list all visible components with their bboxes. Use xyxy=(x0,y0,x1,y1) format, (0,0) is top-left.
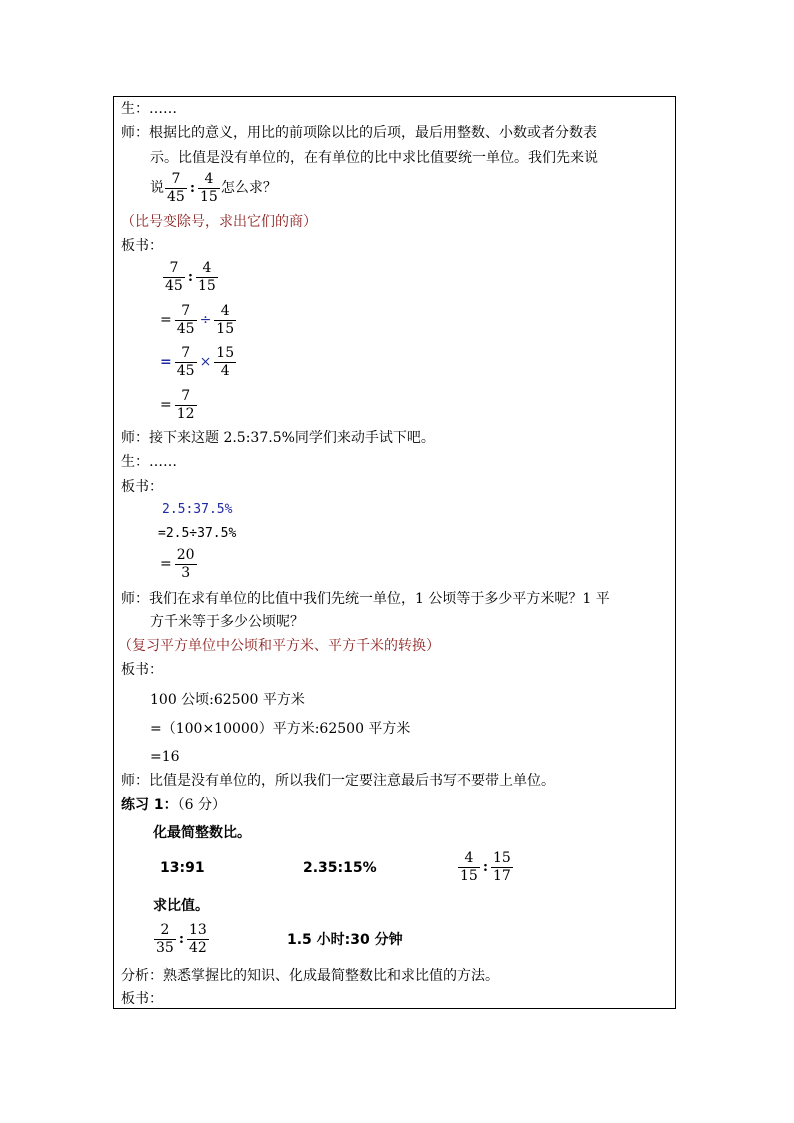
fraction-4-15: $\frac{4}{15}$ xyxy=(216,302,235,337)
line-student-1: 生：…… xyxy=(121,101,177,117)
divide-sign: ÷ xyxy=(199,312,212,328)
fraction-4-15: $\frac{4}{15}$ xyxy=(460,849,478,884)
equals-sign: = xyxy=(160,312,172,328)
exercise-item-2-35: 2.35:15% xyxy=(303,860,377,876)
fraction-4-15: $\frac{4}{15}$ xyxy=(198,259,216,294)
fraction-7-45: $\frac{7}{45}$ xyxy=(165,259,183,294)
line-board-2: 板书： xyxy=(121,479,163,495)
line-student-2: 生：…… xyxy=(121,454,177,470)
exercise-1-heading xyxy=(121,795,226,815)
line-teacher-4: 师：比值是没有单位的，所以我们一定要注意最后书写不要带上单位。 xyxy=(121,773,555,789)
fraction-15-17: $\frac{15}{17}$ xyxy=(493,849,511,884)
line-teacher-2: 师：接下来这题 2.5:37.5%同学们来动手试下吧。 xyxy=(121,430,435,446)
line-analysis: 分析：熟悉掌握比的知识、化成最简整数比和求比值的方法。 xyxy=(121,968,499,984)
line-teacher-3-cont: 方千米等于多少公顷呢？ xyxy=(150,614,304,630)
board-3-step-2: =（100×10000）平方米:62500 平方米 xyxy=(150,721,411,737)
fraction-15-4: $\frac{15}{4}$ xyxy=(216,344,235,379)
line-hint-2: （复习平方单位中公顷和平方米、平方千米的转换） xyxy=(118,638,440,654)
equals-sign: = xyxy=(160,354,172,370)
exercise-item-fraction-ratio xyxy=(457,848,514,886)
fraction-20-3: $\frac{20}{3}$ xyxy=(176,546,195,581)
fraction-4-15: $\frac{4}{15}$ xyxy=(200,170,218,205)
times-sign: × xyxy=(199,354,212,370)
line-example-ratio xyxy=(150,169,277,207)
line-teacher-3: 师：我们在求有单位的比值中我们先统一单位，1 公顷等于多少平方米呢？1 平 xyxy=(121,591,610,607)
line-board-4: 板书： xyxy=(121,991,163,1007)
board-step-2 xyxy=(158,301,237,339)
board-3-step-1: 100 公顷:62500 平方米 xyxy=(150,692,305,708)
colon-sign: : xyxy=(178,931,184,947)
board-step-4 xyxy=(158,386,198,424)
exercise-item-2-35-13-42 xyxy=(153,920,210,958)
equals-sign: = xyxy=(160,397,172,413)
exercise-part-simplify: 化最简整数比。 xyxy=(153,825,251,841)
line-teacher-1: 师：根据比的意义，用比的前项除以比的后项，最后用整数、小数或者分数表 xyxy=(121,125,597,141)
colon-sign: : xyxy=(187,269,193,285)
exercise-1-label: 练习 1： xyxy=(121,797,178,813)
board-3-step-3: =16 xyxy=(150,749,180,765)
exercise-part-ratio-value: 求比值。 xyxy=(153,898,209,914)
exercise-1-points: （6 分） xyxy=(177,797,226,813)
equals-sign: = xyxy=(160,556,172,572)
board-2-step-3 xyxy=(158,545,198,583)
text-how: 怎么求？ xyxy=(220,180,277,196)
board-2-step-2: =2.5÷37.5% xyxy=(158,526,237,541)
fraction-7-45: $\frac{7}{45}$ xyxy=(176,302,195,337)
line-board-1: 板书： xyxy=(121,238,163,254)
colon-sign: : xyxy=(482,859,488,875)
fraction-7-45: $\frac{7}{45}$ xyxy=(167,170,185,205)
exercise-item-time-ratio: 1.5 小时:30 分钟 xyxy=(287,932,403,948)
exercise-item-13-91: 13:91 xyxy=(160,860,205,876)
colon-sign: : xyxy=(189,180,195,196)
fraction-13-42: $\frac{13}{42}$ xyxy=(189,921,207,956)
fraction-7-45: $\frac{7}{45}$ xyxy=(176,344,195,379)
fraction-7-12: $\frac{7}{12}$ xyxy=(176,387,195,422)
board-step-1 xyxy=(162,258,219,296)
board-2-step-1: 2.5:37.5% xyxy=(162,502,233,517)
line-board-3: 板书： xyxy=(121,662,163,678)
board-step-3 xyxy=(158,343,237,381)
text-shuo: 说 xyxy=(150,180,164,196)
line-teacher-1-cont: 示。比值是没有单位的，在有单位的比中求比值要统一单位。我们先来说 xyxy=(150,150,598,166)
fraction-2-35: $\frac{2}{35}$ xyxy=(156,921,174,956)
line-hint-1: （比号变除号，求出它们的商） xyxy=(121,214,317,230)
